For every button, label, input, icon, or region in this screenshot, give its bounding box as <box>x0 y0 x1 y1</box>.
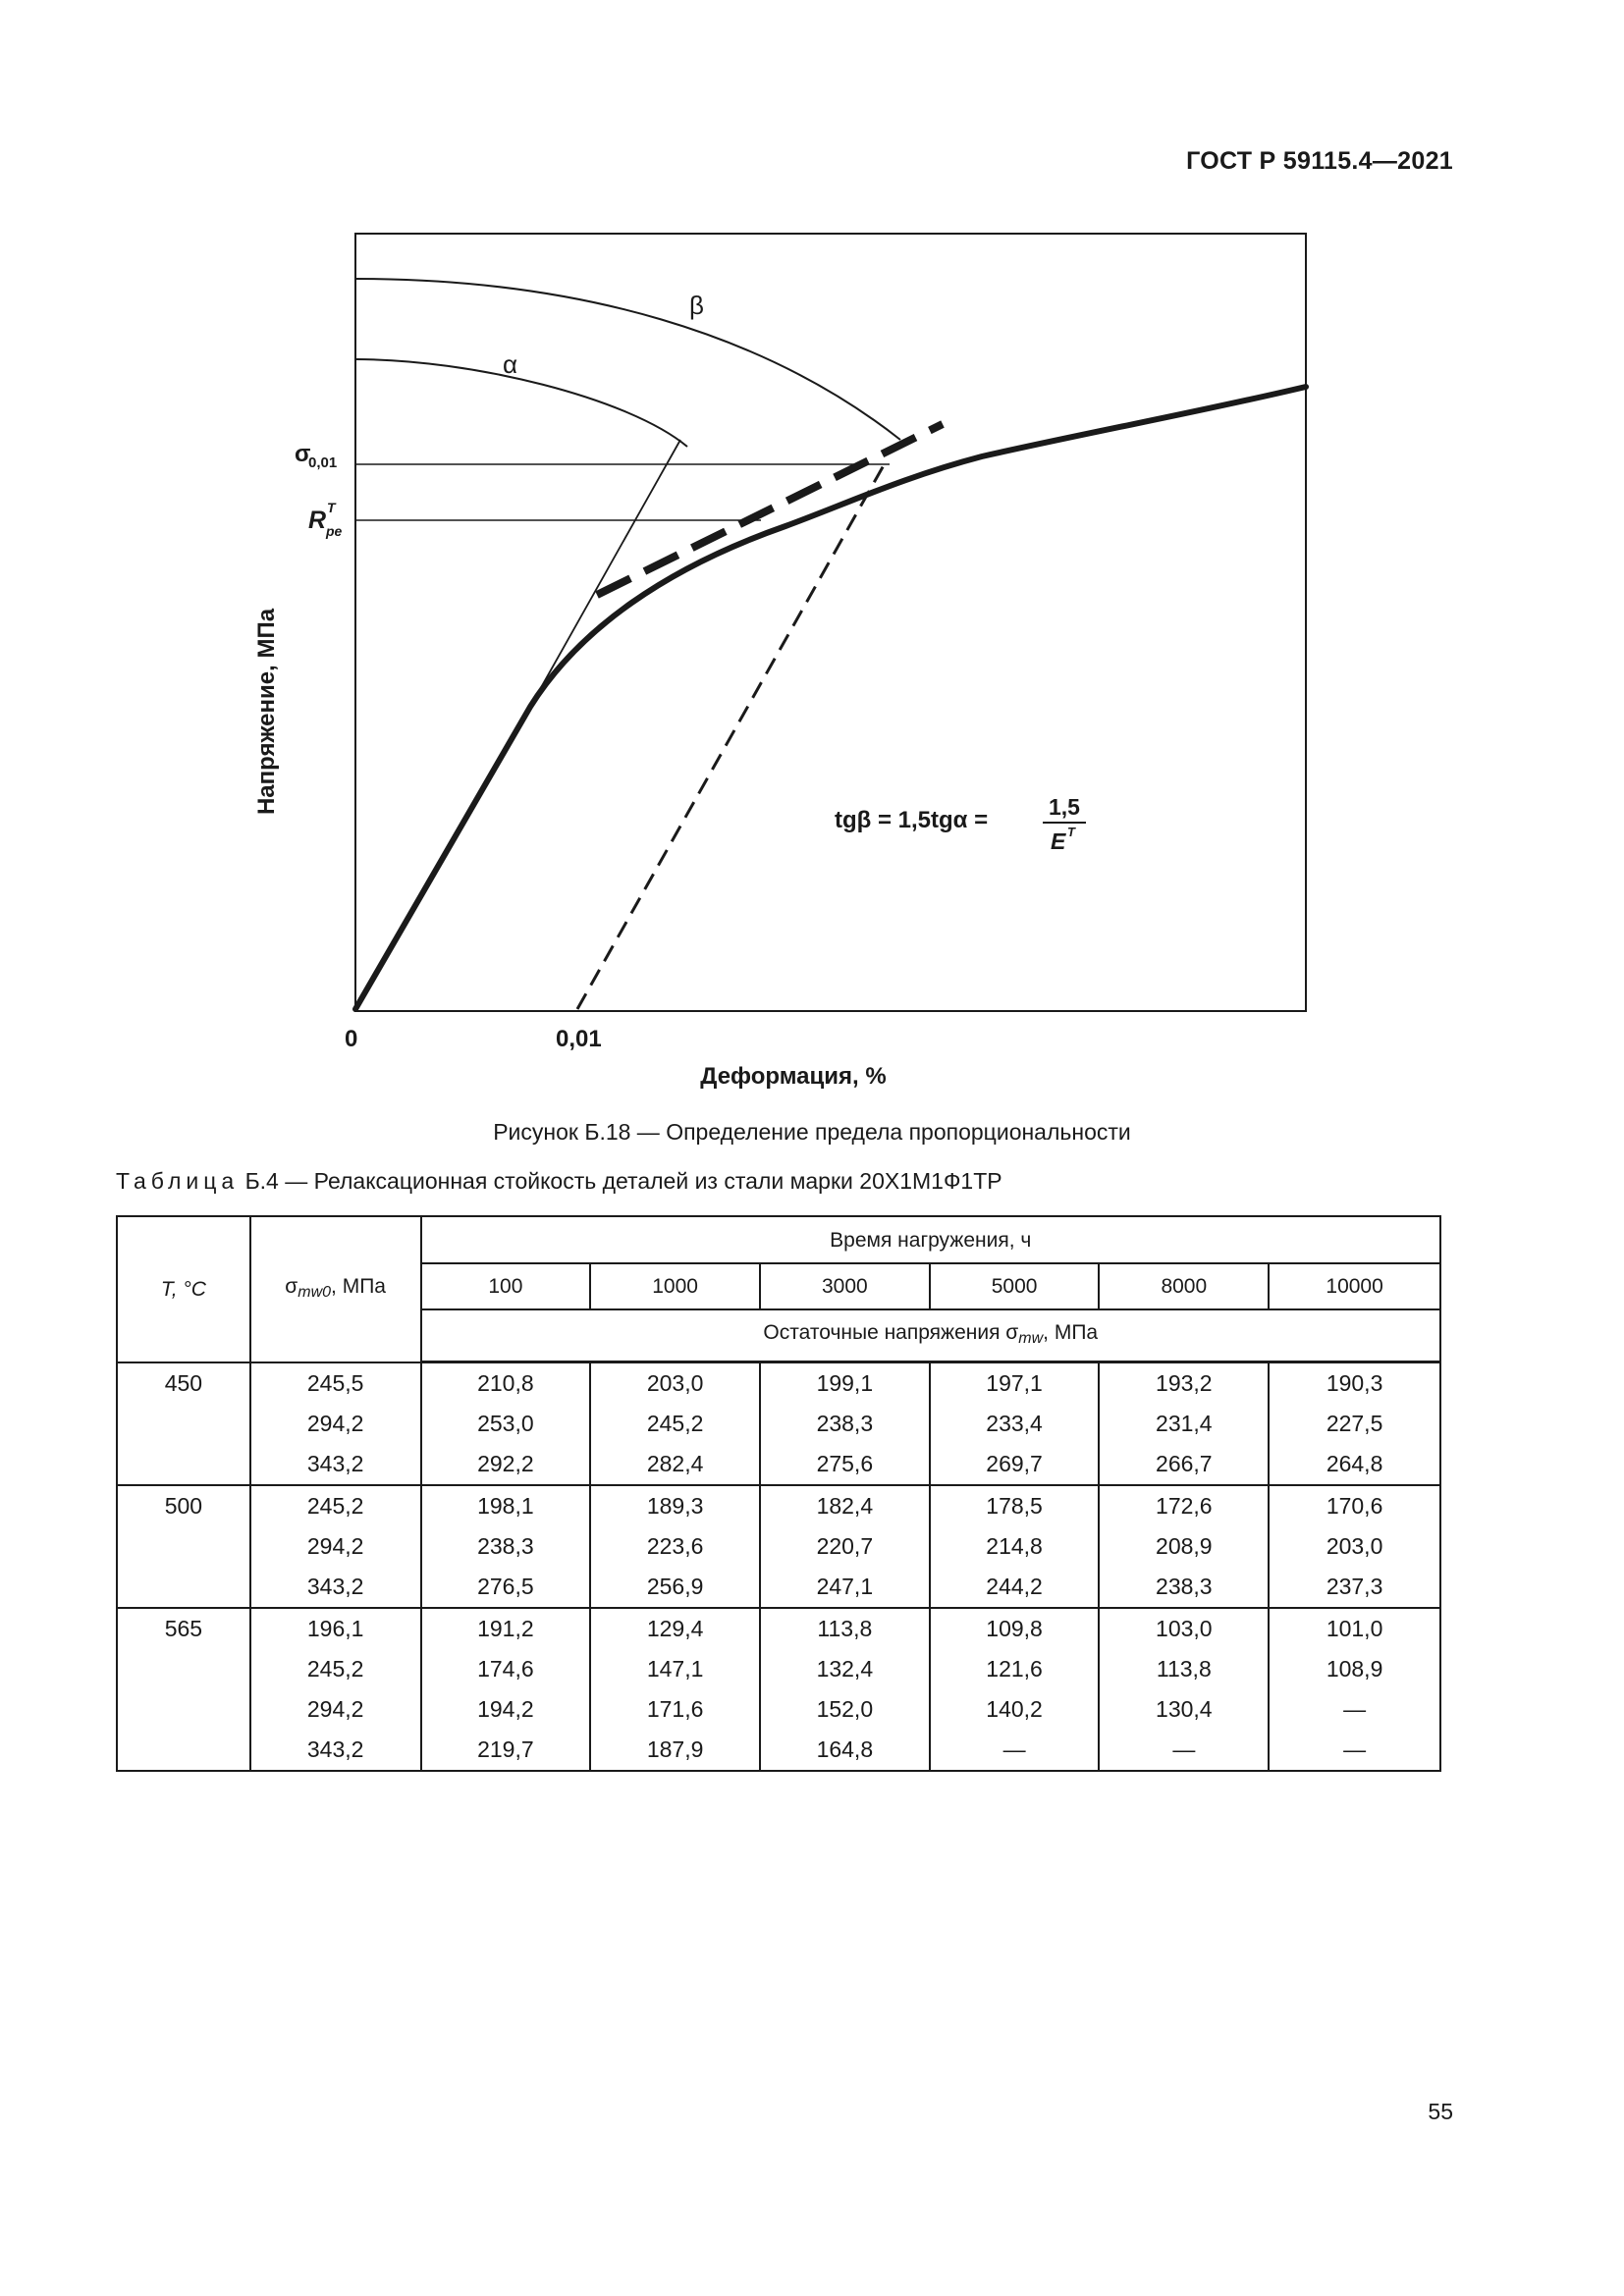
cell-residual-stress: 164,8 <box>760 1730 930 1771</box>
cell-residual-stress: 174,6 <box>421 1649 591 1689</box>
cell-temperature: 500 <box>117 1485 250 1526</box>
cell-residual-stress: 238,3 <box>1099 1567 1269 1608</box>
table-row <box>117 1404 1440 1444</box>
cell-residual-stress: 121,6 <box>930 1649 1100 1689</box>
tangent-line <box>530 440 680 707</box>
svg-text:1,5: 1,5 <box>1049 794 1080 820</box>
table-word: Таблица <box>116 1168 240 1194</box>
cell-residual-stress: 147,1 <box>590 1649 760 1689</box>
table-row <box>117 1526 1440 1567</box>
cell-residual-stress: — <box>1099 1730 1269 1771</box>
table-row <box>117 1649 1440 1689</box>
table-title-text: Б.4 — Релаксационная стойкость деталей из стали марки 20Х1М1Ф1ТР <box>244 1168 1002 1194</box>
cell-residual-stress: 244,2 <box>930 1567 1100 1608</box>
cell-residual-stress: 152,0 <box>760 1689 930 1730</box>
cell-initial-stress: 245,2 <box>250 1485 421 1526</box>
alpha-arc <box>355 359 687 447</box>
cell-temperature <box>117 1649 250 1689</box>
cell-residual-stress: 129,4 <box>590 1608 760 1649</box>
cell-residual-stress: 238,3 <box>421 1526 591 1567</box>
stress-strain-figure <box>236 216 1335 1099</box>
cell-residual-stress: 113,8 <box>760 1608 930 1649</box>
cell-initial-stress: 245,5 <box>250 1362 421 1405</box>
header-hours-3000: 3000 <box>760 1263 930 1309</box>
cell-residual-stress: 253,0 <box>421 1404 591 1444</box>
table-body <box>117 1362 1440 1772</box>
beta-arc <box>355 279 900 440</box>
cell-residual-stress: 223,6 <box>590 1526 760 1567</box>
plot-frame <box>355 234 1306 1011</box>
stress-strain-curve <box>355 387 1306 1009</box>
cell-temperature <box>117 1730 250 1771</box>
svg-text:tgβ = 1,5tgα =: tgβ = 1,5tgα = <box>835 807 989 833</box>
cell-initial-stress: 245,2 <box>250 1649 421 1689</box>
rpe-subscript: pe <box>326 523 343 539</box>
alpha-label: α <box>503 349 518 379</box>
cell-initial-stress: 294,2 <box>250 1526 421 1567</box>
cell-residual-stress: 193,2 <box>1099 1362 1269 1405</box>
x-tick-0: 0 <box>345 1026 358 1052</box>
cell-residual-stress: 189,3 <box>590 1485 760 1526</box>
cell-temperature: 450 <box>117 1362 250 1405</box>
cell-residual-stress: 178,5 <box>930 1485 1100 1526</box>
cell-residual-stress: 103,0 <box>1099 1608 1269 1649</box>
table-title <box>116 1168 1002 1195</box>
cell-residual-stress: 170,6 <box>1269 1485 1440 1526</box>
cell-residual-stress: 233,4 <box>930 1404 1100 1444</box>
beta-label: β <box>689 291 704 320</box>
cell-residual-stress: 203,0 <box>1269 1526 1440 1567</box>
cell-residual-stress: 109,8 <box>930 1608 1100 1649</box>
cell-initial-stress: 343,2 <box>250 1444 421 1485</box>
cell-residual-stress: 130,4 <box>1099 1689 1269 1730</box>
cell-residual-stress: 219,7 <box>421 1730 591 1771</box>
cell-temperature <box>117 1567 250 1608</box>
figure-caption: Рисунок Б.18 — Определение предела пропорциональности <box>493 1119 1131 1145</box>
cell-residual-stress: 113,8 <box>1099 1649 1269 1689</box>
cell-residual-stress: 197,1 <box>930 1362 1100 1405</box>
header-hours-10000: 10000 <box>1269 1263 1440 1309</box>
document-code: ГОСТ Р 59115.4—2021 <box>1186 147 1453 175</box>
cell-residual-stress: 214,8 <box>930 1526 1100 1567</box>
table-row <box>117 1689 1440 1730</box>
cell-initial-stress: 294,2 <box>250 1404 421 1444</box>
cell-residual-stress: 238,3 <box>760 1404 930 1444</box>
cell-residual-stress: 172,6 <box>1099 1485 1269 1526</box>
header-initial-stress: $\sigma_{mw0}$, МПа <box>250 1216 421 1362</box>
cell-residual-stress: 275,6 <box>760 1444 930 1485</box>
stress-strain-diagram <box>236 216 1335 1099</box>
header-residual-stress: Остаточные напряжения $\sigma_{mw}$, МПа <box>421 1309 1440 1362</box>
cell-residual-stress: 182,4 <box>760 1485 930 1526</box>
cell-residual-stress: 203,0 <box>590 1362 760 1405</box>
cell-residual-stress: — <box>930 1730 1100 1771</box>
header-hours-5000: 5000 <box>930 1263 1100 1309</box>
cell-residual-stress: 199,1 <box>760 1362 930 1405</box>
cell-residual-stress: 292,2 <box>421 1444 591 1485</box>
svg-text:E: E <box>1051 828 1066 854</box>
y-axis-label: Напряжение, МПа <box>253 608 280 816</box>
cell-initial-stress: 343,2 <box>250 1567 421 1608</box>
cell-residual-stress: 194,2 <box>421 1689 591 1730</box>
cell-residual-stress: 190,3 <box>1269 1362 1440 1405</box>
cell-residual-stress: 198,1 <box>421 1485 591 1526</box>
svg-text:0,01: 0,01 <box>308 454 338 471</box>
cell-residual-stress: 187,9 <box>590 1730 760 1771</box>
cell-residual-stress: 132,4 <box>760 1649 930 1689</box>
header-hours-100: 100 <box>421 1263 591 1309</box>
cell-temperature <box>117 1444 250 1485</box>
page-number: 55 <box>1428 2099 1453 2124</box>
cell-residual-stress: 227,5 <box>1269 1404 1440 1444</box>
svg-text:T: T <box>327 500 336 515</box>
header-temperature: T, °C <box>117 1216 250 1362</box>
cell-residual-stress: 231,4 <box>1099 1404 1269 1444</box>
cell-initial-stress: 294,2 <box>250 1689 421 1730</box>
svg-text:σ: σ <box>295 441 311 467</box>
cell-temperature <box>117 1526 250 1567</box>
cell-residual-stress: 171,6 <box>590 1689 760 1730</box>
table-row <box>117 1608 1440 1649</box>
cell-temperature <box>117 1404 250 1444</box>
svg-text:R: R <box>308 507 327 534</box>
cell-residual-stress: 140,2 <box>930 1689 1100 1730</box>
cell-residual-stress: — <box>1269 1689 1440 1730</box>
header-hours-1000: 1000 <box>590 1263 760 1309</box>
svg-text:T: T <box>1067 825 1075 839</box>
cell-residual-stress: 210,8 <box>421 1362 591 1405</box>
table-row <box>117 1730 1440 1771</box>
cell-residual-stress: 256,9 <box>590 1567 760 1608</box>
header-hours-8000: 8000 <box>1099 1263 1269 1309</box>
table-row <box>117 1444 1440 1485</box>
cell-temperature <box>117 1689 250 1730</box>
cell-residual-stress: 247,1 <box>760 1567 930 1608</box>
table-row <box>117 1485 1440 1526</box>
x-tick-001: 0,01 <box>556 1026 602 1052</box>
cell-residual-stress: 266,7 <box>1099 1444 1269 1485</box>
table-row <box>117 1362 1440 1405</box>
cell-residual-stress: 264,8 <box>1269 1444 1440 1485</box>
cell-residual-stress: 208,9 <box>1099 1526 1269 1567</box>
relaxation-table <box>116 1215 1441 1772</box>
formula <box>835 794 1086 854</box>
sigma-001-label <box>295 441 337 471</box>
cell-residual-stress: 237,3 <box>1269 1567 1440 1608</box>
cell-residual-stress: 276,5 <box>421 1567 591 1608</box>
cell-residual-stress: 245,2 <box>590 1404 760 1444</box>
secant-dashed-line <box>597 424 943 595</box>
header-loading-time: Время нагружения, ч <box>421 1216 1440 1263</box>
table-row <box>117 1567 1440 1608</box>
cell-residual-stress: 108,9 <box>1269 1649 1440 1689</box>
cell-residual-stress: 269,7 <box>930 1444 1100 1485</box>
cell-residual-stress: 220,7 <box>760 1526 930 1567</box>
cell-initial-stress: 196,1 <box>250 1608 421 1649</box>
cell-residual-stress: 282,4 <box>590 1444 760 1485</box>
cell-residual-stress: 191,2 <box>421 1608 591 1649</box>
cell-initial-stress: 343,2 <box>250 1730 421 1771</box>
cell-temperature: 565 <box>117 1608 250 1649</box>
cell-residual-stress: 101,0 <box>1269 1608 1440 1649</box>
cell-residual-stress: — <box>1269 1730 1440 1771</box>
x-axis-label: Деформация, % <box>700 1063 887 1090</box>
